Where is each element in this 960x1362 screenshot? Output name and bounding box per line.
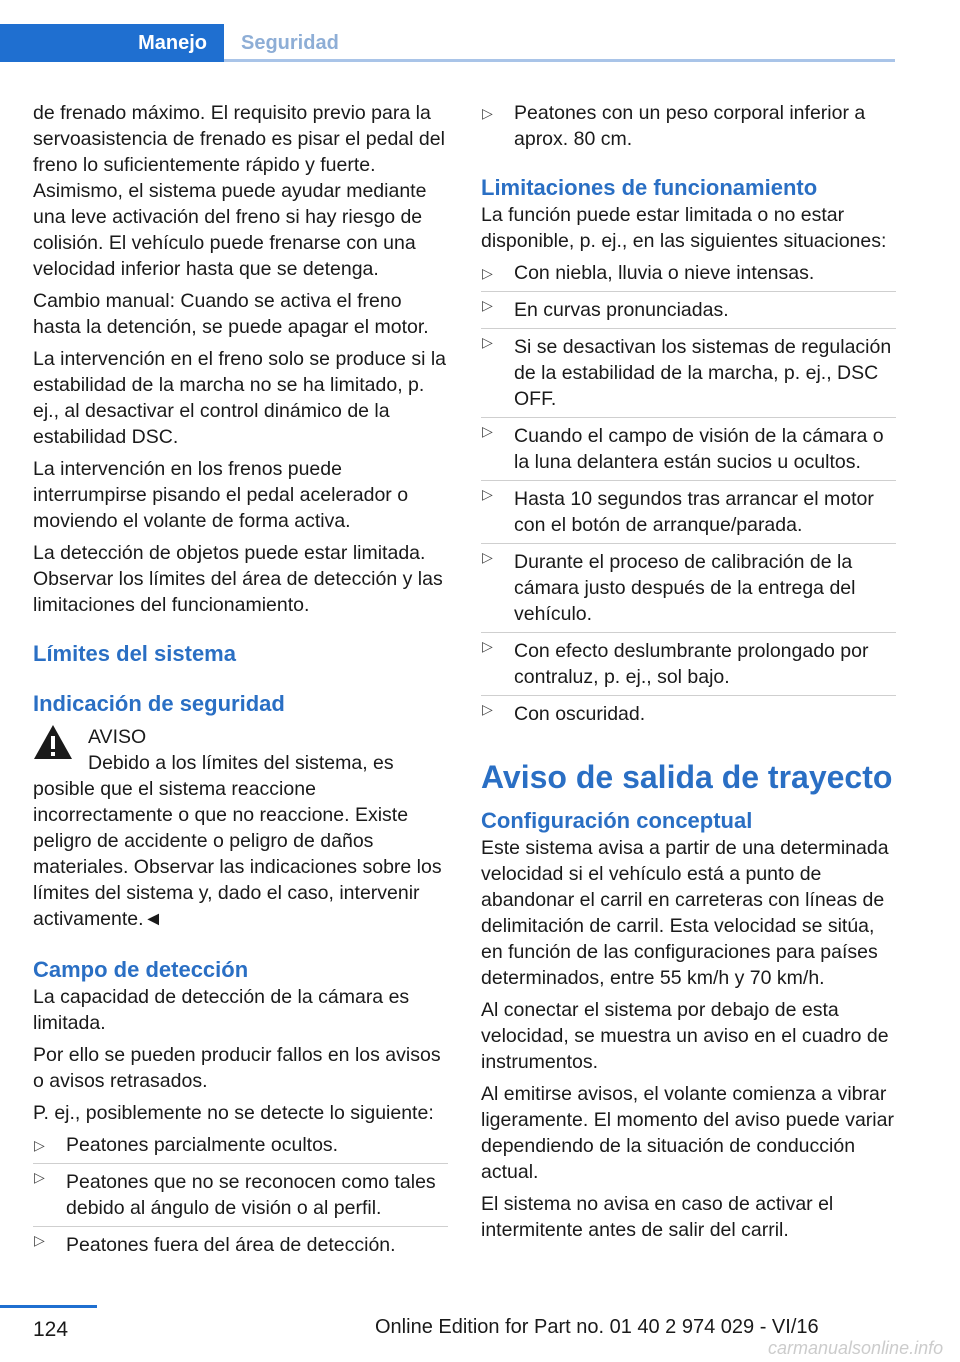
tab-manejo-label: Manejo xyxy=(138,32,207,54)
paragraph: Este sistema avisa a partir de una determinada velocidad si el vehículo está a punto de abandonar el carril en carreteras con líneas de delimitación de carril. Esta velocidad se sitúa, en función de las configuraciones para países determinados, entre 55 km/h y 70 km/h. xyxy=(481,837,889,989)
paragraph: Al emitirse avisos, el volante comienza a vibrar ligeramente. El momento del aviso puede variar dependiendo de la situación de conducción actual. xyxy=(481,1083,894,1183)
page-number: 124 xyxy=(33,1318,69,1341)
list-item: ▷ Peatones que no se reconocen como tales debido al ángulo de visión o al perfil. xyxy=(33,1163,448,1221)
list-item: ▷ En curvas pronunciadas. xyxy=(481,291,896,323)
header-rule xyxy=(224,59,895,62)
paragraph: de frenado máximo. El requisito previo para la servoasistencia de frenado es pisar el pedal del freno lo suficientemente rápido y fuerte. Asimismo, el sistema puede ayudar mediante una leve activación del freno si hay riesgo de colisión. El vehículo puede frenarse con una velocidad inferior hasta que se detenga. xyxy=(33,102,445,280)
list-item: ▷ Peatones parcialmente ocultos. xyxy=(33,1132,448,1158)
list-item: ▷ Con oscuridad. xyxy=(481,695,896,727)
header-tabs xyxy=(0,24,895,62)
paragraph: Cambio manual: Cuando se activa el freno hasta la detención, se puede apagar el motor. xyxy=(33,290,429,338)
edition-note: Online Edition for Part no. 01 40 2 974 029 - VI/16 xyxy=(375,1316,819,1338)
list-item: ▷ Durante el proceso de calibración de la cámara justo después de la entrega del vehículo. xyxy=(481,543,896,627)
list-item: ▷ Con efecto deslumbrante prolongado por contraluz, p. ej., sol bajo. xyxy=(481,632,896,690)
list-item: ▷ Cuando el campo de visión de la cámara o la luna delantera están sucios u ocultos. xyxy=(481,417,896,475)
paragraph: El sistema no avisa en caso de activar el intermitente antes de salir del carril. xyxy=(481,1193,834,1241)
heading-concept: Configuración conceptual xyxy=(481,808,753,833)
watermark: carmanualsonline.info xyxy=(768,1338,944,1358)
footer-rule xyxy=(0,1305,97,1308)
list-item: ▷ Peatones fuera del área de detección. xyxy=(33,1226,448,1258)
bullet-list xyxy=(481,260,896,727)
tab-manejo[interactable] xyxy=(0,24,224,62)
warning-triangle-icon xyxy=(33,724,73,760)
right-column xyxy=(481,100,896,1249)
warning-label: AVISO xyxy=(88,726,147,748)
list-item: ▷ Hasta 10 segundos tras arrancar el motor con el botón de arranque/parada. xyxy=(481,480,896,538)
paragraph: La función puede estar limitada o no estar disponible, p. ej., en las siguientes situaciones: xyxy=(481,204,887,252)
list-item: ▷ Si se desactivan los sistemas de regulación de la estabilidad de la marcha, p. ej., DSC OFF. xyxy=(481,328,896,412)
heading-lane-departure: Aviso de salida de trayecto xyxy=(481,759,893,795)
paragraph: La capacidad de detección de la cámara es limitada. xyxy=(33,986,410,1034)
left-column xyxy=(33,100,448,1258)
warning-text: Debido a los límites del sistema, es posible que el sistema reaccione incorrectamente o que no reaccione. Existe peligro de accidente o peligro de daños materiales. Observar las indicaciones sobre los límites del sistema y, dado el caso, intervenir activamente.◄ xyxy=(33,752,442,930)
paragraph: Por ello se pueden producir fallos en los avisos o avisos retrasados. xyxy=(33,1044,441,1092)
paragraph: La detección de objetos puede estar limitada. Observar los límites del área de detección y las limitaciones del funcionamiento. xyxy=(33,542,443,616)
heading-function-limits: Limitaciones de funcionamiento xyxy=(481,175,818,200)
paragraph: La intervención en los frenos puede interrumpirse pisando el pedal acelerador o moviendo el volante de forma activa. xyxy=(33,458,409,532)
heading-safety-note: Indicación de seguridad xyxy=(33,691,285,716)
tab-seguridad[interactable]: Seguridad xyxy=(241,32,339,54)
warning-block xyxy=(33,724,448,932)
heading-system-limits: Límites del sistema xyxy=(33,641,236,666)
bullet-list xyxy=(481,100,896,152)
list-item: ▷ Con niebla, lluvia o nieve intensas. xyxy=(481,260,896,286)
paragraph: Al conectar el sistema por debajo de esta velocidad, se muestra un aviso en el cuadro de instrumentos. xyxy=(481,999,889,1073)
bullet-list xyxy=(33,1132,448,1258)
paragraph: P. ej., posiblemente no se detecte lo siguiente: xyxy=(33,1102,434,1124)
paragraph: La intervención en el freno solo se produce si la estabilidad de la marcha no se ha limitado, p. ej., al desactivar el control dinámico de la estabilidad DSC. xyxy=(33,348,447,448)
list-item: ▷ Peatones con un peso corporal inferior a aprox. 80 cm. xyxy=(481,100,896,152)
heading-detection-field: Campo de detección xyxy=(33,957,249,982)
